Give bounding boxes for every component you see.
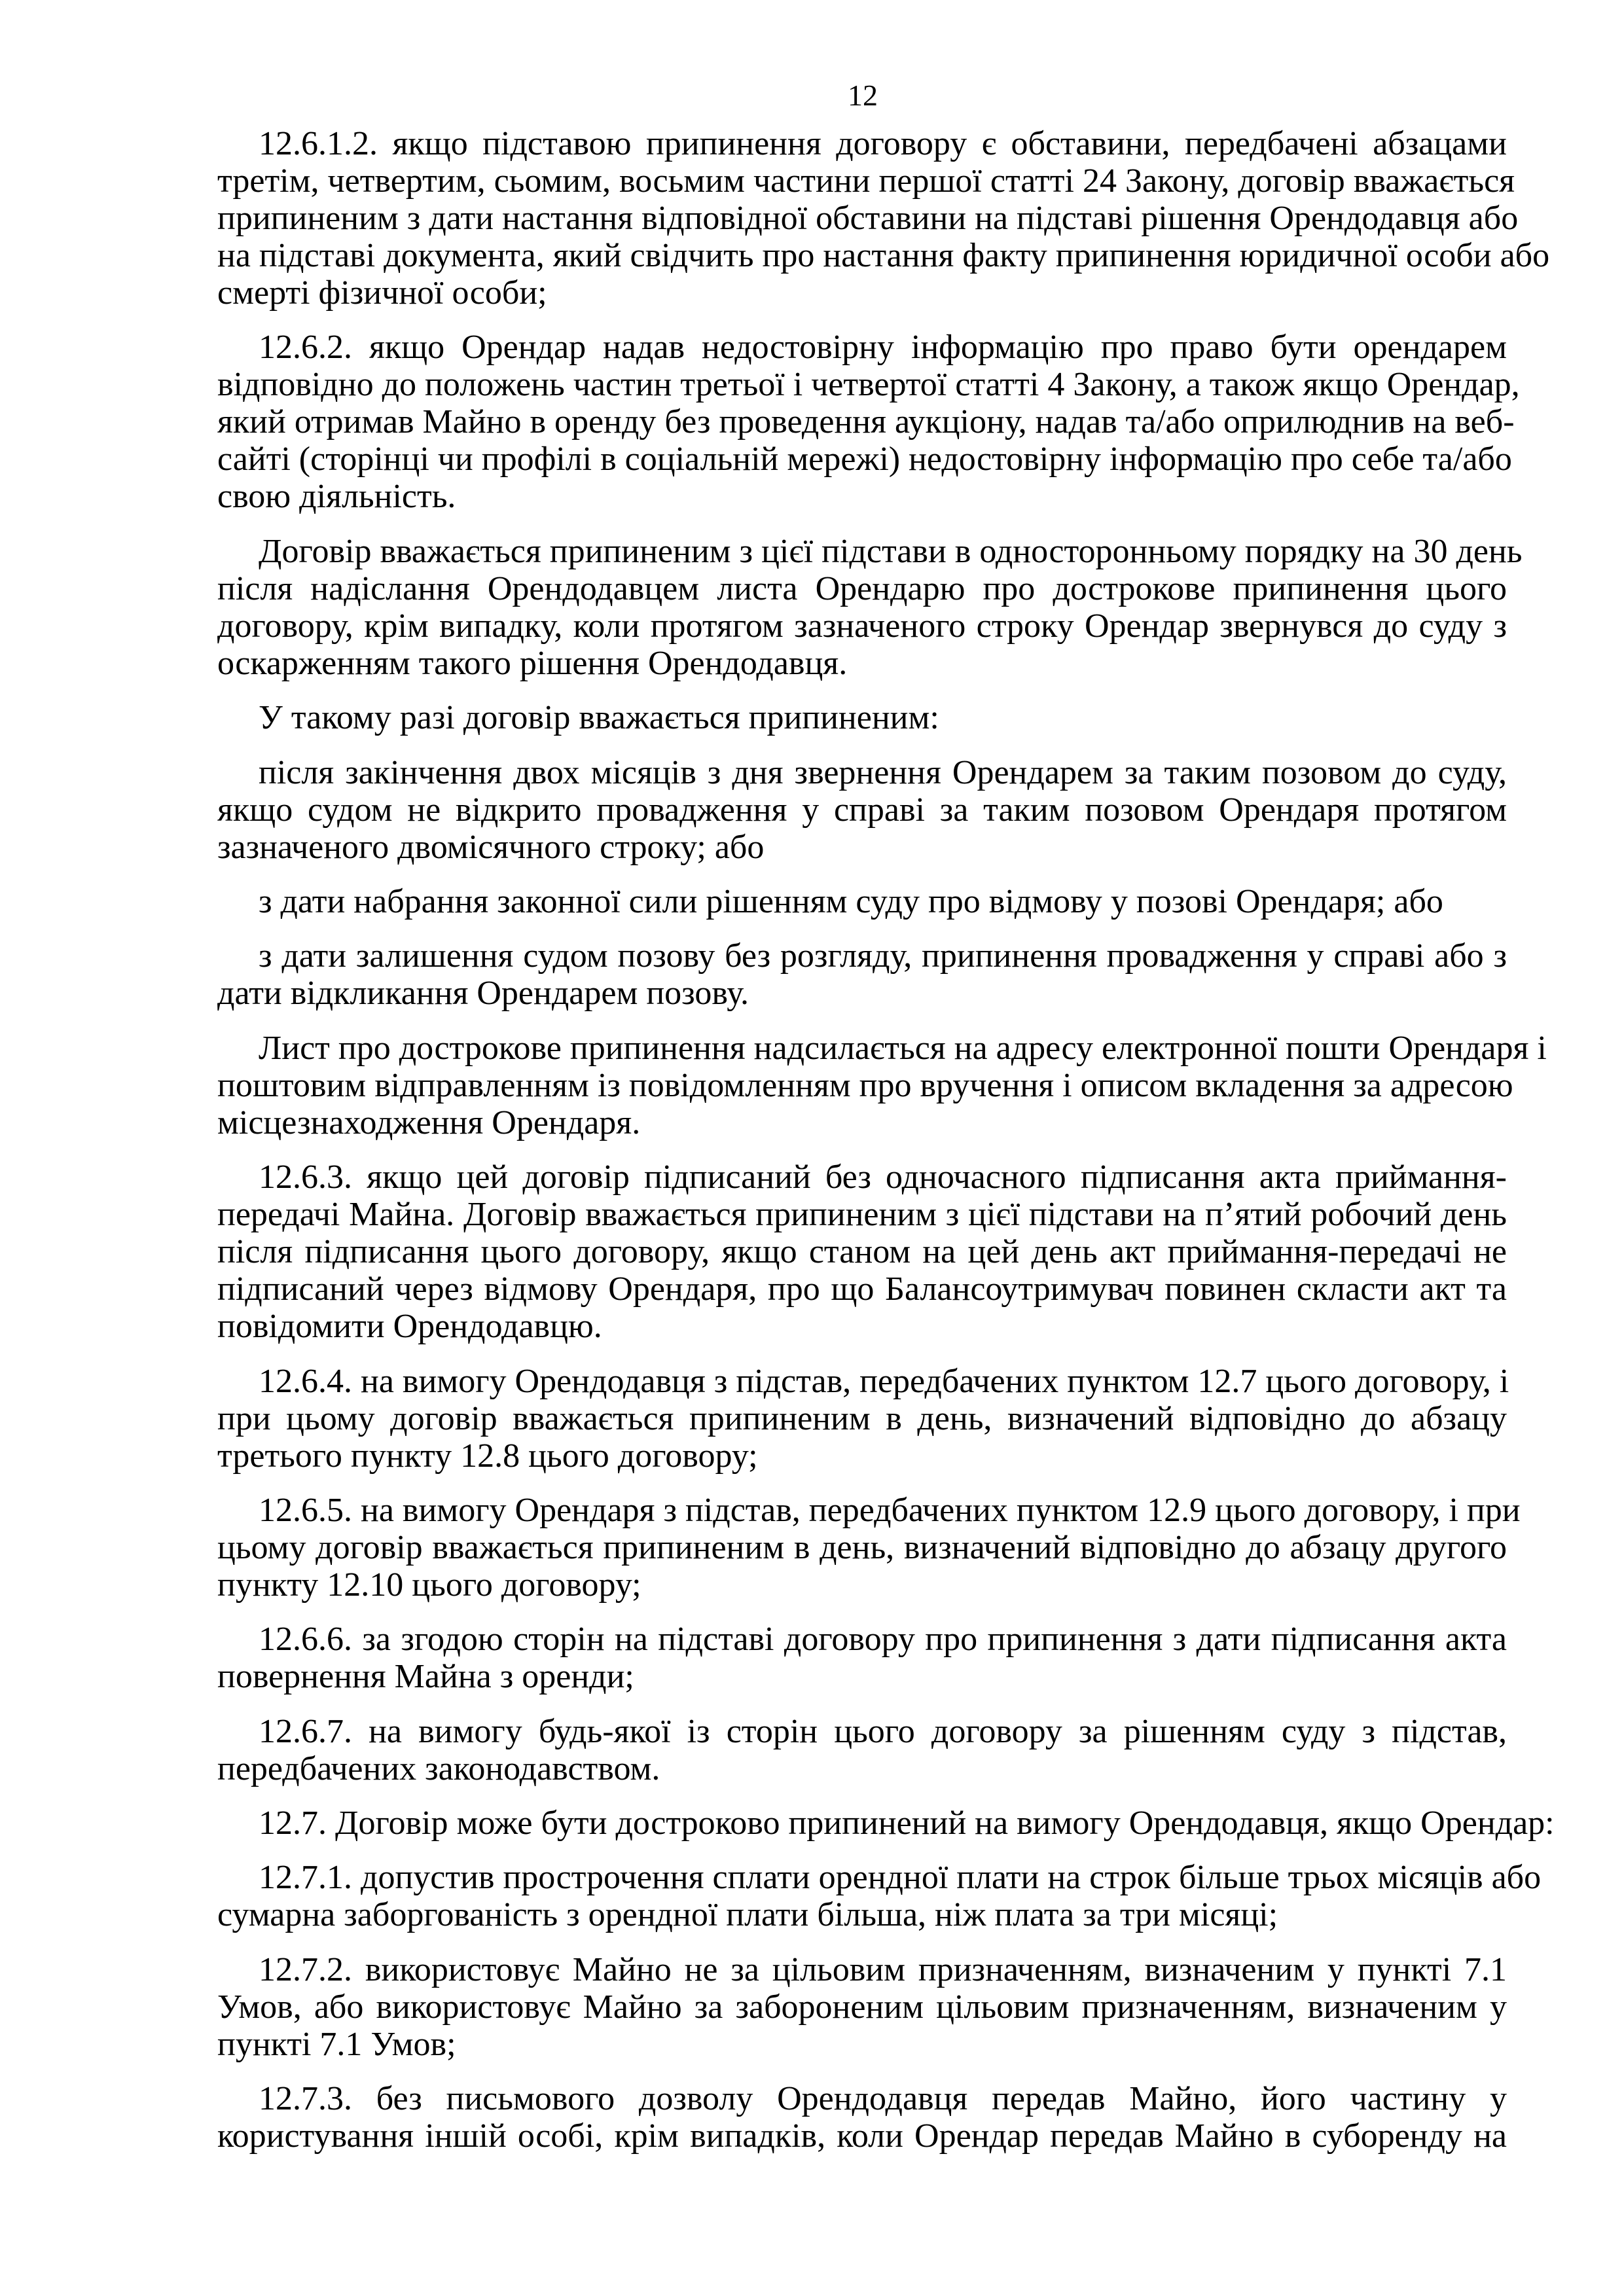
- text-line: свою діяльність.: [217, 478, 456, 516]
- text-line: після закінчення двох місяців з дня звернення Орендарем за таким позовом до суду,: [259, 753, 1507, 791]
- text-line: сайті (сторінці чи профілі в соціальній мережі) недостовірну інформацію про себе та/або: [217, 440, 1512, 478]
- paragraph-in-such-case: [217, 699, 1507, 736]
- paragraph-12-7-2: [217, 1951, 1507, 2063]
- text-line: 12.7.1. допустив прострочення сплати орендної плати на строк більше трьох місяців або: [259, 1859, 1542, 1897]
- text-line: сумарна заборгованість з орендної плати більша, ніж плата за три місяці;: [217, 1896, 1278, 1934]
- text-line: договору, крім випадку, коли протягом зазначеного строку Орендар звернувся до суду з: [217, 607, 1507, 645]
- text-line: при цьому договір вважається припиненим в день, визначений відповідно до абзацу: [217, 1399, 1507, 1437]
- paragraph-12-7-3: [217, 2080, 1507, 2155]
- paragraph-claim-left: [217, 937, 1507, 1012]
- text-line: У такому разі договір вважається припиненим:: [259, 699, 939, 737]
- text-line: місцезнаходження Орендаря.: [217, 1103, 641, 1141]
- document-body: [217, 125, 1555, 2172]
- text-line: 12.6.6. за згодою сторін на підставі договору про припинення з дати підписання акта: [259, 1621, 1507, 1659]
- text-line: третього пункту 12.8 цього договору;: [217, 1437, 758, 1475]
- paragraph-after-two-months: [217, 754, 1507, 866]
- text-line: користування іншій особі, крім випадків, коли Орендар передав Майно в суборенду на: [217, 2117, 1507, 2155]
- text-line: пункту 12.10 цього договору;: [217, 1566, 641, 1604]
- paragraph-termination-30-days: [217, 532, 1523, 682]
- paragraph-12-6-3: [217, 1158, 1507, 1345]
- text-line: пункті 7.1 Умов;: [217, 2025, 456, 2063]
- text-line: передачі Майна. Договір вважається припиненим з цієї підстави на п’ятий робочий день: [217, 1196, 1507, 1234]
- text-line: 12.6.1.2. якщо підставою припинення договору є обставини, передбачені абзацами: [259, 125, 1507, 162]
- paragraph-12-6-7: [217, 1713, 1507, 1787]
- text-line: передбачених законодавством.: [217, 1749, 660, 1787]
- paragraph-12-6-6: [217, 1621, 1507, 1695]
- text-line: 12.6.4. на вимогу Орендодавця з підстав, передбачених пунктом 12.7 цього договору, і: [259, 1362, 1509, 1400]
- text-line: після підписання цього договору, якщо станом на цей день акт приймання-передачі не: [217, 1233, 1507, 1271]
- page-number: 12: [848, 79, 878, 112]
- text-line: поштовим відправленням із повідомленням про вручення і описом вкладення за адресою: [217, 1066, 1513, 1104]
- text-line: 12.6.7. на вимогу будь-якої із сторін цього договору за рішенням суду з підстав,: [259, 1712, 1507, 1750]
- paragraph-12-6-1-2: [217, 125, 1550, 312]
- text-line: смерті фізичної особи;: [217, 274, 547, 312]
- text-line: цьому договір вважається припиненим в день, визначений відповідно до абзацу другого: [217, 1528, 1507, 1566]
- paragraph-12-7: [217, 1804, 1555, 1842]
- text-line: повернення Майна з оренди;: [217, 1658, 634, 1696]
- text-line: дати відкликання Орендарем позову.: [217, 975, 749, 1013]
- text-line: підписаний через відмову Орендаря, про що Балансоутримувач повинен скласти акт та: [217, 1270, 1507, 1308]
- text-line: 12.7.3. без письмового дозволу Орендодавця передав Майно, його частину у: [259, 2080, 1507, 2118]
- paragraph-12-6-4: [217, 1363, 1507, 1475]
- text-line: з дати залишення судом позову без розгляду, припинення провадження у справі або з: [259, 937, 1507, 975]
- text-line: Лист про дострокове припинення надсилається на адресу електронної пошти Орендаря і: [259, 1029, 1547, 1067]
- paragraph-court-decision: [217, 883, 1507, 920]
- text-line: 12.7.2. використовує Майно не за цільовим призначенням, визначеним у пункті 7.1: [259, 1950, 1507, 1988]
- text-line: на підставі документа, який свідчить про настання факту припинення юридичної особи або: [217, 237, 1550, 274]
- paragraph-letter: [217, 1029, 1547, 1141]
- text-line: Умов, або використовує Майно за забороненим цільовим призначенням, визначеним у: [217, 1988, 1507, 2026]
- text-line: оскарженням такого рішення Орендодавця.: [217, 644, 848, 682]
- paragraph-12-7-1: [217, 1859, 1542, 1934]
- text-line: 12.6.5. на вимогу Орендаря з підстав, передбачених пунктом 12.9 цього договору, і при: [259, 1491, 1521, 1529]
- text-line: повідомити Орендодавцю.: [217, 1308, 602, 1346]
- paragraph-12-6-5: [217, 1491, 1521, 1604]
- text-line: третім, четвертим, сьомим, восьмим частини першої статті 24 Закону, договір вважається: [217, 162, 1515, 200]
- text-line: якщо судом не відкрито провадження у справі за таким позовом Орендаря протягом: [217, 791, 1507, 829]
- text-line: після надіслання Орендодавцем листа Орендарю про дострокове припинення цього: [217, 569, 1507, 607]
- text-line: 12.7. Договір може бути достроково припинений на вимогу Орендодавця, якщо Орендар:: [259, 1804, 1555, 1842]
- text-line: відповідно до положень частин третьої і четвертої статті 4 Закону, а також якщо Орендар,: [217, 366, 1520, 404]
- text-line: який отримав Майно в оренду без проведення аукціону, надав та/або оприлюднив на веб-: [217, 403, 1515, 441]
- text-line: Договір вважається припиненим з цієї підстави в односторонньому порядку на 30 день: [259, 532, 1523, 570]
- text-line: припиненим з дати настання відповідної обставини на підставі рішення Орендодавця або: [217, 200, 1519, 237]
- text-line: 12.6.3. якщо цей договір підписаний без одночасного підписання акта приймання-: [259, 1158, 1507, 1196]
- text-line: 12.6.2. якщо Орендар надав недостовірну інформацію про право бути орендарем: [259, 329, 1507, 367]
- text-line: з дати набрання законної сили рішенням суду про відмову у позові Орендаря; або: [259, 882, 1443, 920]
- paragraph-12-6-2: [217, 329, 1520, 516]
- text-line: зазначеного двомісячного строку; або: [217, 828, 765, 866]
